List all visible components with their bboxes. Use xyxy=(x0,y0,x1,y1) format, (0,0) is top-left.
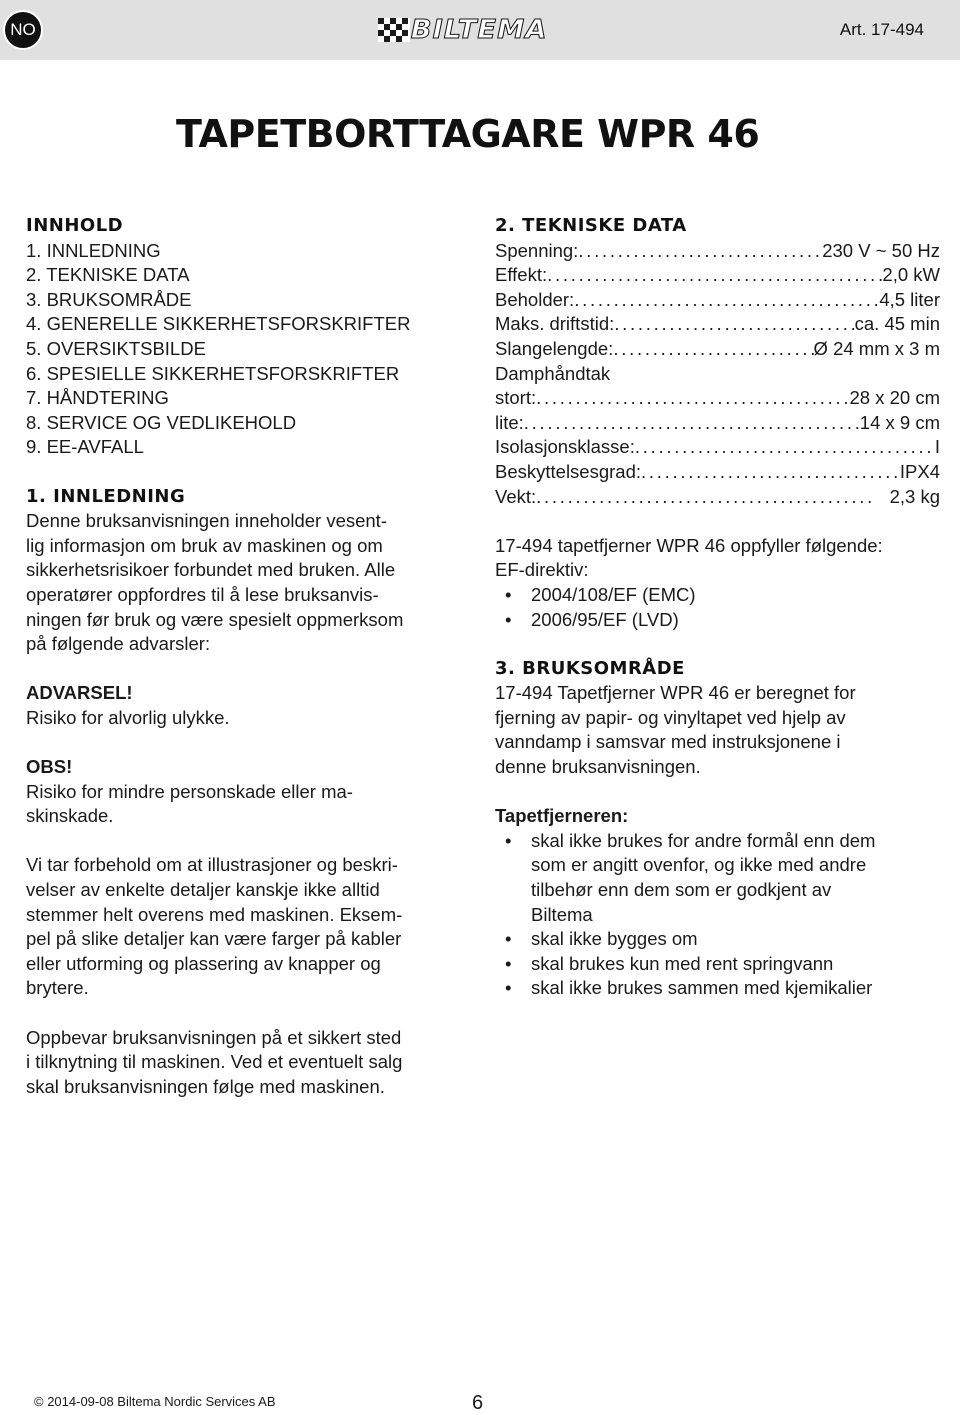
right-column xyxy=(495,214,940,1001)
intro-text xyxy=(26,509,466,657)
spec-value: 28 x 20 cm xyxy=(849,387,940,409)
toc-heading: INNHOLD xyxy=(26,215,124,236)
spec-row xyxy=(495,411,940,436)
text-line: stemmer helt overens med maskinen. Eksem- xyxy=(26,903,403,925)
text-line: denne bruksanvisningen. xyxy=(495,756,701,778)
text-line: fjerning av papir- og vinyltapet ved hjelp av xyxy=(495,706,846,728)
page-number: 6 xyxy=(472,1392,484,1414)
toc-item: 4. GENERELLE SIKKERHETSFORSKRIFTER xyxy=(26,313,411,335)
spec-label: Beskyttelsesgrad: xyxy=(495,460,642,482)
brand-name: BILTEMA xyxy=(410,15,548,45)
toc-item: 1. INNLEDNING xyxy=(26,239,161,261)
intro-heading: 1. INNLEDNING xyxy=(26,485,186,507)
toc-item: 9. EE-AVFALL xyxy=(26,436,144,458)
text-line: som er angitt ovenfor, og ikke med andre xyxy=(531,854,867,876)
toc-item: 2. TEKNISKE DATA xyxy=(26,264,190,286)
note-text xyxy=(26,780,466,829)
text-line: pel på slike detaljer kan være farger på kabler xyxy=(26,928,402,950)
spec-label: Isolasjonsklasse: xyxy=(495,436,635,458)
text-line: skinskade. xyxy=(26,805,114,827)
list-item: • 2006/95/EF (LVD) xyxy=(505,608,940,633)
copyright: © 2014-09-08 Biltema Nordic Services AB xyxy=(34,1394,276,1409)
text-line: Risiko for mindre personskade eller ma- xyxy=(26,780,353,802)
spec-value: Ø 24 mm x 3 m xyxy=(813,337,940,359)
spec-value: I xyxy=(934,436,940,458)
text-line: skal bruksanvisningen følge med maskinen. xyxy=(26,1075,385,1097)
usage-list xyxy=(495,829,940,1001)
reservation-text xyxy=(26,853,466,1001)
toc-item: 8. SERVICE OG VEDLIKEHOLD xyxy=(26,411,297,433)
text-line: velser av enkelte detaljer kanskje ikke alltid xyxy=(26,879,380,901)
spec-label: Maks. driftstid: xyxy=(495,313,615,335)
spec-value: 230 V ~ 50 Hz xyxy=(822,239,940,261)
spec-row xyxy=(495,485,940,510)
biltema-logo xyxy=(378,15,548,45)
spec-label: Spenning: xyxy=(495,239,579,261)
spec-label: stort: xyxy=(495,387,537,409)
usage-text xyxy=(495,681,940,779)
spec-label: Slangelengde: xyxy=(495,337,614,359)
article-number: Art. 17-494 xyxy=(839,20,924,39)
spec-row xyxy=(495,386,940,411)
text-line: Biltema xyxy=(531,903,593,925)
toc-item: 7. HÅNDTERING xyxy=(26,387,169,409)
text-line: brytere. xyxy=(26,977,89,999)
spec-value: IPX4 xyxy=(899,460,940,482)
left-column xyxy=(26,214,466,1099)
toc-item: 3. BRUKSOMRÅDE xyxy=(26,288,192,310)
list-item: • 2004/108/EF (EMC) xyxy=(505,583,940,608)
spec-row xyxy=(495,288,940,313)
storage-text xyxy=(26,1026,466,1100)
list-item: • skal ikke brukes sammen med kjemikalier xyxy=(505,976,940,1001)
list-item: • skal ikke bygges om xyxy=(505,927,940,952)
text-line: vanndamp i samsvar med instruksjonene i xyxy=(495,731,841,753)
spec-row xyxy=(495,263,940,288)
spec-row xyxy=(495,239,940,264)
spec-row xyxy=(495,460,940,485)
warning-text: Risiko for alvorlig ulykke. xyxy=(26,706,230,728)
language-badge: NO xyxy=(3,10,43,50)
spec-label: Vekt: xyxy=(495,485,537,507)
note-label: OBS! xyxy=(26,756,73,778)
spec-row xyxy=(495,337,940,362)
text-line: operatører oppfordres til å lese bruksanvis- xyxy=(26,583,379,605)
spec-label: Beholder: xyxy=(495,288,575,310)
spec-label: Effekt: xyxy=(495,264,548,286)
usage-subheading: Tapetfjerneren: xyxy=(495,805,629,827)
table-of-contents xyxy=(26,239,466,460)
spec-value: ca. 45 min xyxy=(854,313,940,335)
list-item: • skal brukes kun med rent springvann xyxy=(505,952,940,977)
text-line: eller utforming og plassering av knapper og xyxy=(26,952,381,974)
tech-heading: 2. TEKNISKE DATA xyxy=(495,215,687,236)
checkered-flag-icon xyxy=(378,18,410,42)
compliance-text xyxy=(495,534,940,583)
text-line: på følgende advarsler: xyxy=(26,633,211,655)
text-line: 17-494 Tapetfjerner WPR 46 er beregnet for xyxy=(495,682,856,704)
text-line: 17-494 tapetfjerner WPR 46 oppfyller følgende: xyxy=(495,534,883,556)
text-line: tilbehør enn dem som er godkjent av xyxy=(531,879,832,901)
spec-row xyxy=(495,435,940,460)
header-bar xyxy=(0,0,960,60)
text-line: i tilknytning til maskinen. Ved et eventuelt salg xyxy=(26,1051,403,1073)
page-title: TAPETBORTTAGARE WPR 46 xyxy=(176,112,760,156)
text-line: ningen før bruk og være spesielt oppmerksom xyxy=(26,608,404,630)
warning-label: ADVARSEL! xyxy=(26,682,133,704)
text-line: Oppbevar bruksanvisningen på et sikkert sted xyxy=(26,1026,402,1048)
text-line: sikkerhetsrisikoer forbundet med bruken. Alle xyxy=(26,559,396,581)
directive-list xyxy=(495,583,940,632)
spec-row xyxy=(495,312,940,337)
text-line: EF-direktiv: xyxy=(495,559,589,581)
spec-value: 2,0 kW xyxy=(882,264,940,286)
text-line: skal ikke brukes for andre formål enn dem xyxy=(531,829,876,851)
spec-label: lite: xyxy=(495,411,524,433)
text-line: lig informasjon om bruk av maskinen og om xyxy=(26,534,383,556)
text-line: Denne bruksanvisningen inneholder vesent- xyxy=(26,510,387,532)
toc-item: 5. OVERSIKTSBILDE xyxy=(26,337,206,359)
list-item xyxy=(505,829,940,927)
spec-value: 2,3 kg xyxy=(889,485,940,507)
text-line: Vi tar forbehold om at illustrasjoner og beskri- xyxy=(26,854,398,876)
spec-value: 4,5 liter xyxy=(879,288,940,310)
spec-value: 14 x 9 cm xyxy=(859,411,940,433)
steam-plate-label: Damphåndtak xyxy=(495,362,611,384)
toc-item: 6. SPESIELLE SIKKERHETSFORSKRIFTER xyxy=(26,362,400,384)
usage-heading: 3. BRUKSOMRÅDE xyxy=(495,657,685,679)
